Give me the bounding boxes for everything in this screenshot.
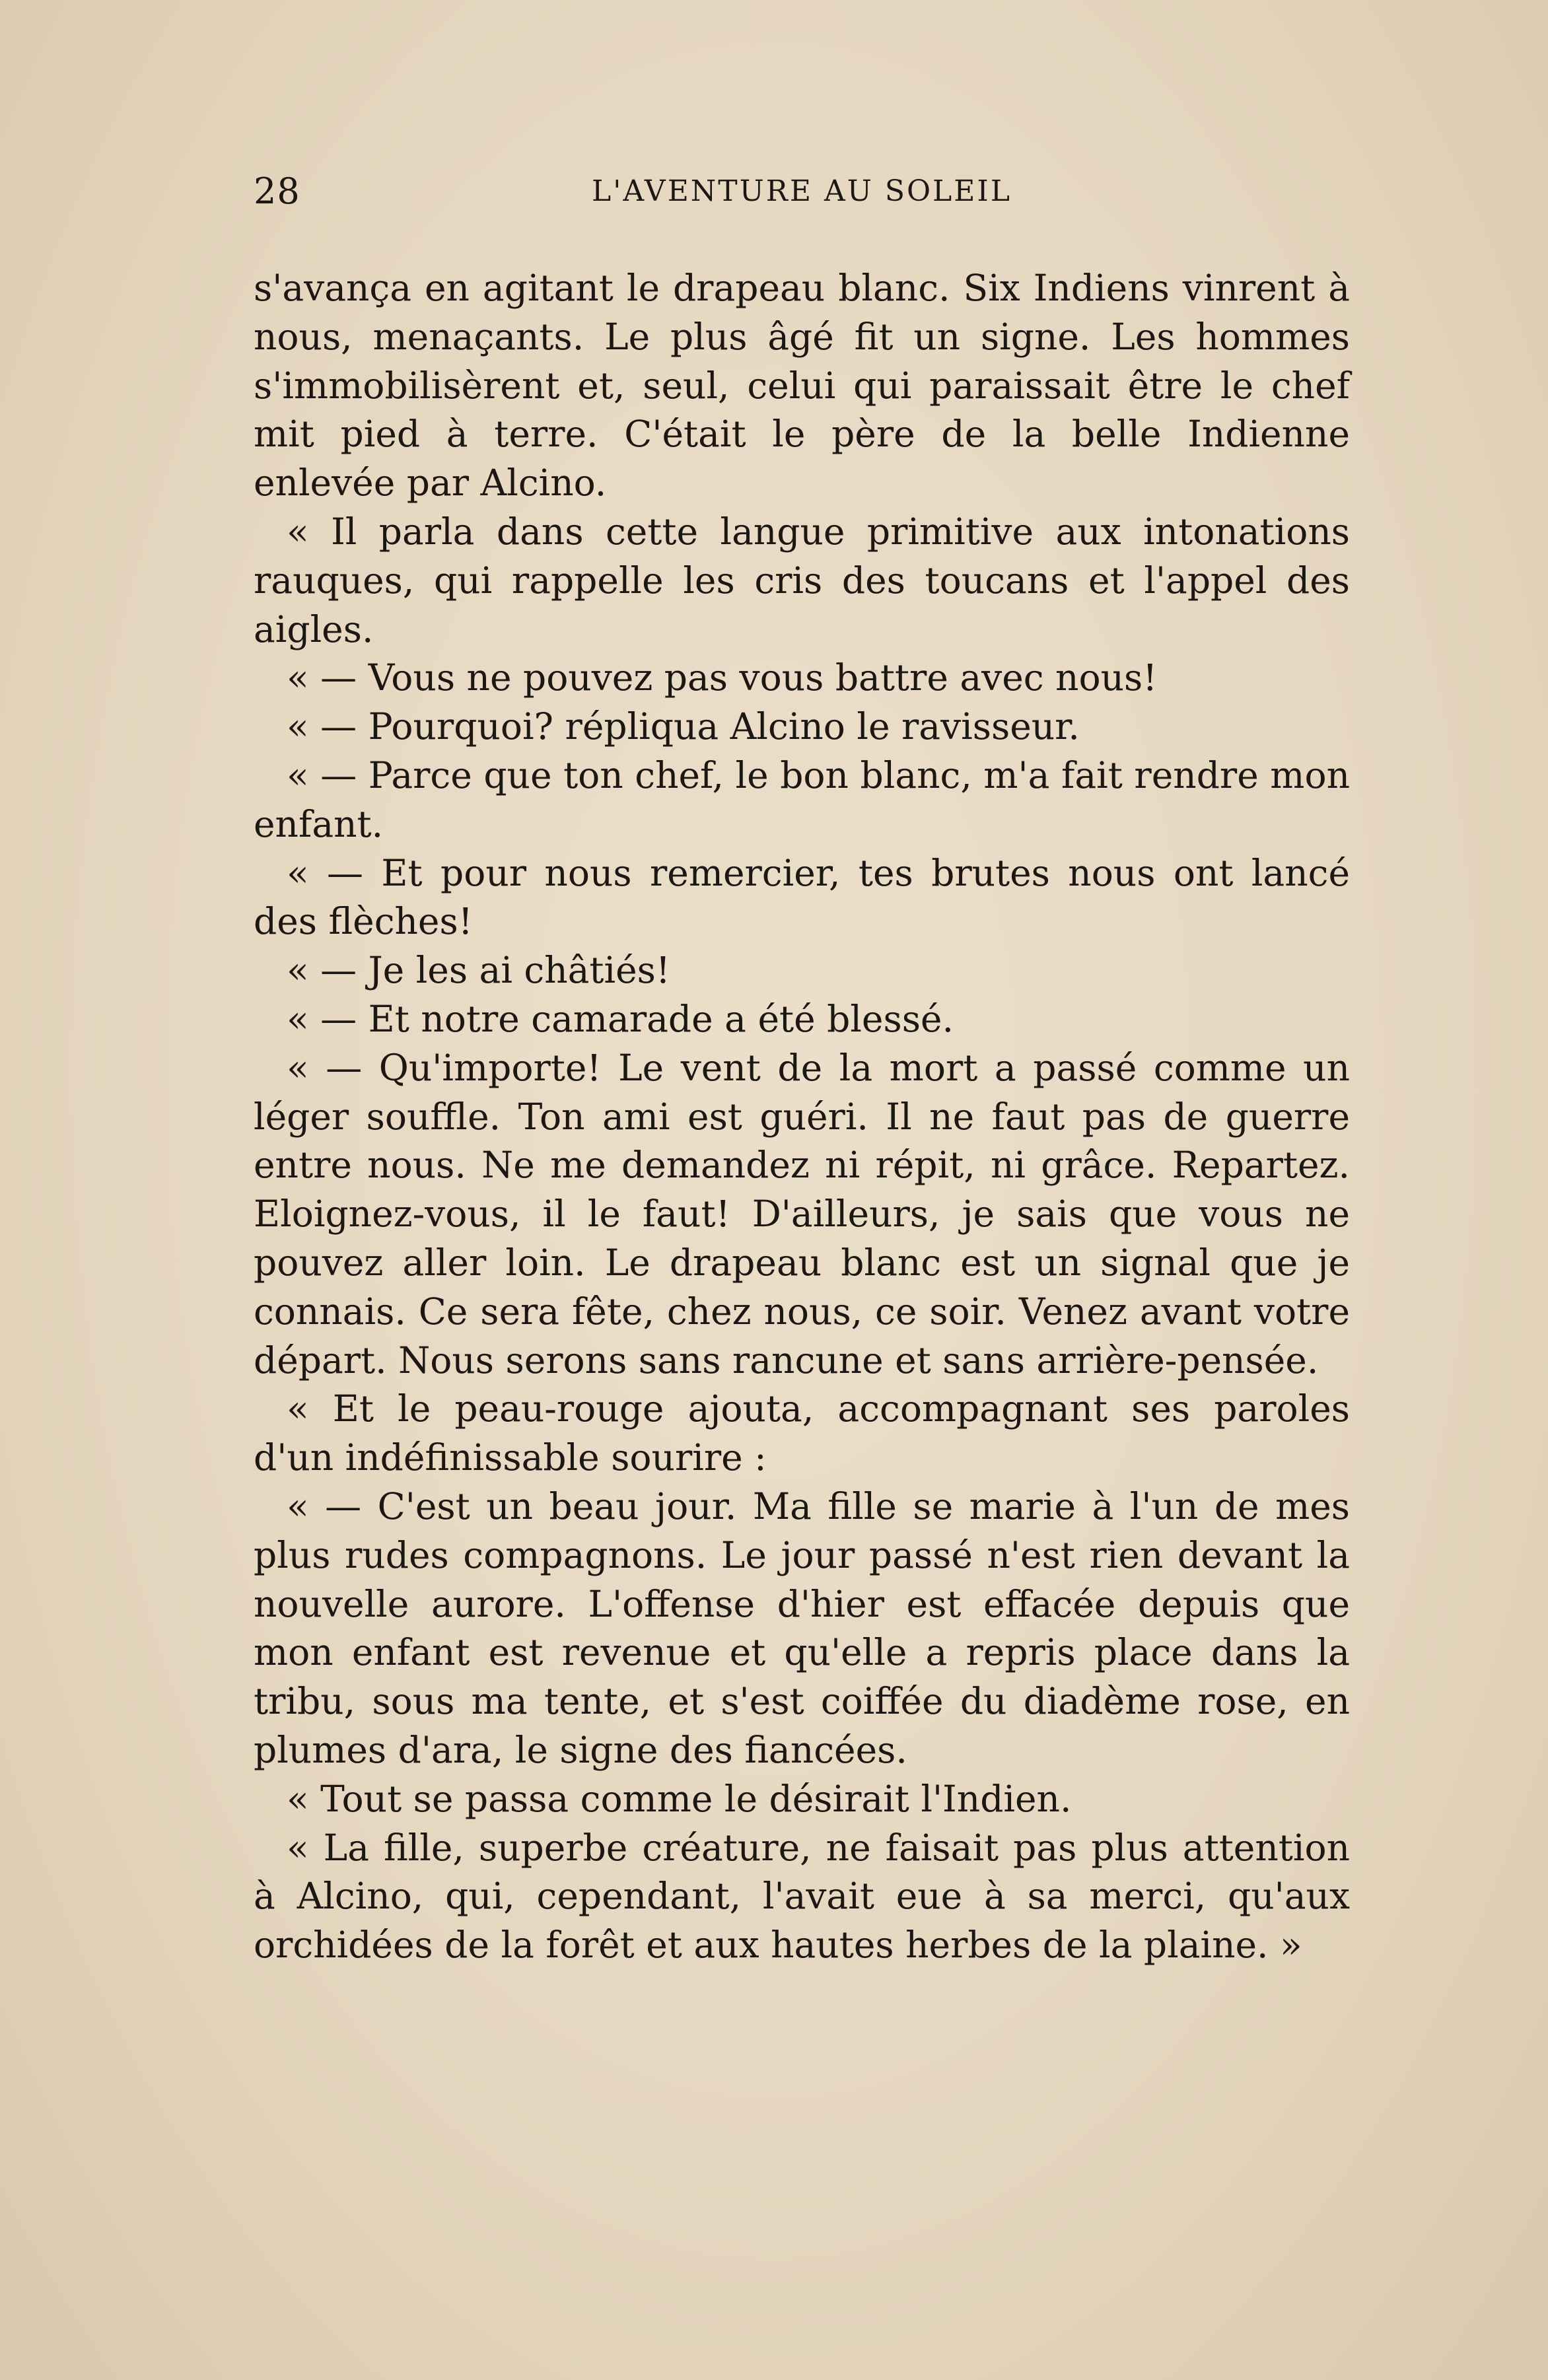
paragraph: « Et le peau-rouge ajouta, accompagnant ses paroles d'un indéfinissable sourire : — [254, 1387, 1350, 1479]
page-number: 28 — [254, 170, 300, 212]
paragraph: « Il parla dans cette langue primitive aux intonations rauques, qui rappelle les cris des toucans et l'appel des aigles. — [254, 510, 1350, 650]
paragraph: « — C'est un beau jour. Ma fille se marie à l'un de mes plus rudes compagnons. Le jour passé n'est rien devant la nouvelle aurore. L'offense d'hier est effacée depuis que mon enfant est revenue et qu'elle a repris place dans la tribu, sous ma tente, et s'est coiffée du diadème rose, en plumes d'ara, le signe des fiancées. — [254, 1485, 1350, 1771]
paragraph: « La fille, superbe créature, ne faisait pas plus attention à Alcino, qui, cependant, l'avait eue à sa merci, qu'aux orchidées de la forêt et aux hautes herbes de la plaine. » — [254, 1826, 1350, 1967]
paragraph: « Tout se passa comme le désirait l'Indien. — [287, 1777, 1072, 1820]
paragraph: « — Je les ai châtiés! — [287, 949, 670, 992]
paragraph: « — Qu'importe! Le vent de la mort a passé comme un léger souffle. Ton ami est guéri. Il ne faut pas de guerre entre nous. Ne me demandez ni répit, ni grâce. Repartez. Eloignez-vous, il le faut! D'ailleurs, je sais que vous ne pouvez aller loin. Le drapeau blanc est un signal que je connais. Ce sera fête, chez nous, ce soir. Venez avant votre départ. Nous serons sans rancune et sans arrière-pensée. — [254, 1046, 1350, 1382]
paragraph: « — Et notre camarade a été blessé. — [287, 997, 954, 1040]
paragraph: « — Vous ne pouvez pas vous battre avec nous! — [287, 656, 1158, 699]
running-title: L'AVENTURE AU SOLEIL — [592, 174, 1012, 208]
paragraph: « — Pourquoi? répliqua Alcino le ravisseur. — [287, 705, 1080, 748]
paragraph: « — Parce que ton chef, le bon blanc, m'a fait rendre mon enfant. — [254, 753, 1350, 845]
paragraph: « — Et pour nous remercier, tes brutes nous ont lancé des flèches! — [254, 851, 1350, 943]
page-header — [254, 170, 1350, 223]
body-text — [254, 264, 1350, 1970]
paragraph: s'avança en agitant le drapeau blanc. Six Indiens vinrent à nous, menaçants. Le plus âgé fit un signe. Les hommes s'immobilisèrent et, seul, celui qui paraissait être le chef mit pied à terre. C'était le père de la belle Indienne enlevée par Alcino. — [254, 267, 1350, 505]
